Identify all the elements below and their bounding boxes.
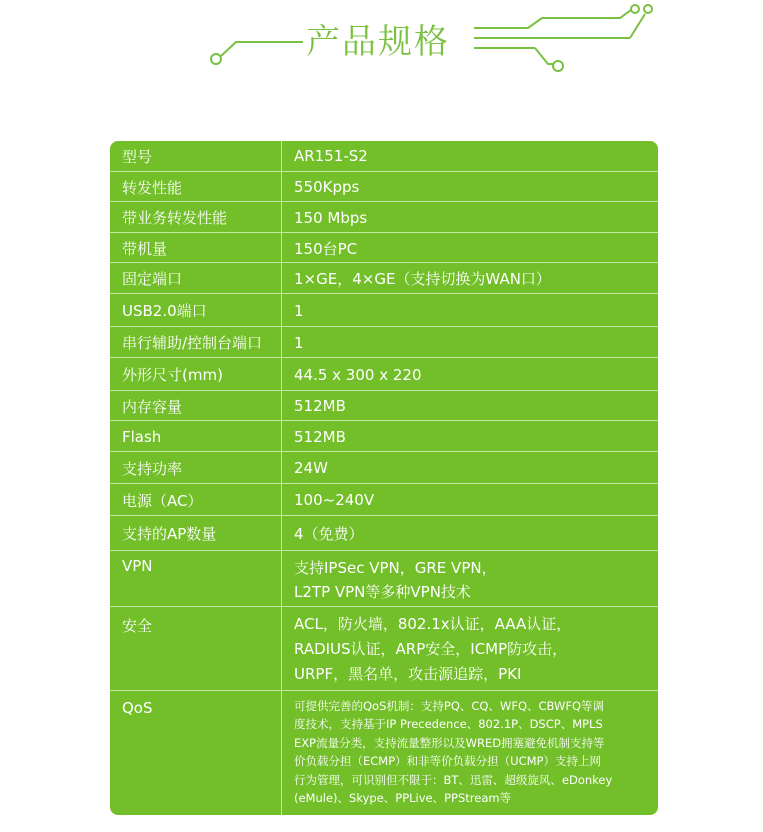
value-line: 行为管理，可识别但不限于：BT、迅雷、超级旋风、eDonkey xyxy=(294,772,613,787)
table-row xyxy=(110,515,658,551)
row-label: 支持的AP数量 xyxy=(110,516,282,551)
value-line: 度技术，支持基于IP Precedence、802.1P、DSCP、MPLS xyxy=(294,717,603,732)
table-row xyxy=(110,606,658,691)
row-label: 电源（AC） xyxy=(110,484,282,516)
page-title: 产品规格 xyxy=(306,22,450,62)
row-label: 内存容量 xyxy=(110,391,282,421)
table-row xyxy=(110,141,658,171)
table-row xyxy=(110,357,658,391)
table-row xyxy=(110,690,658,815)
row-label: VPN xyxy=(110,551,282,607)
row-label: 型号 xyxy=(110,141,282,171)
value-line: EXP流量分类，支持流量整形以及WRED拥塞避免机制支持等 xyxy=(294,735,605,750)
row-value: 1×GE，4×GE（支持切换为WAN口） xyxy=(294,270,551,288)
table-row xyxy=(110,232,658,263)
table-row xyxy=(110,550,658,607)
row-label: 串行辅助/控制台端口 xyxy=(110,327,282,358)
table-row xyxy=(110,420,658,452)
value-line: (eMule)、Skype、PPLive、PPStream等 xyxy=(294,790,512,805)
row-label: 安全 xyxy=(110,607,282,691)
row-label: 带业务转发性能 xyxy=(110,202,282,233)
table-row xyxy=(110,451,658,484)
value-line: L2TP VPN等多种VPN技术 xyxy=(294,582,471,601)
row-value: 24W xyxy=(294,459,328,477)
row-value xyxy=(294,557,650,604)
value-line: 可提供完善的QoS机制：支持PQ、CQ、WFQ、CBWFQ等调 xyxy=(294,699,605,713)
table-row xyxy=(110,390,658,421)
value-line: 价负载分担（ECMP）和非等价负载分担（UCMP）支持上网 xyxy=(294,754,601,769)
value-line: ACL，防火墙，802.1x认证，AAA认证， xyxy=(294,615,572,633)
row-value: 4（免费） xyxy=(294,525,364,543)
row-value: 44.5 x 300 x 220 xyxy=(294,365,422,384)
row-value: 512MB xyxy=(294,397,346,415)
value-line: RADIUS认证，ARP安全，ICMP防攻击， xyxy=(294,639,568,658)
row-value: 1 xyxy=(294,333,304,352)
row-value: 550Kpps xyxy=(294,178,360,196)
row-label: Flash xyxy=(110,421,282,452)
table-row xyxy=(110,171,658,202)
row-label: 外形尺寸(mm) xyxy=(110,358,282,391)
row-label: USB2.0端口 xyxy=(110,294,282,327)
row-value xyxy=(294,697,650,807)
title-area xyxy=(0,0,763,100)
table-row xyxy=(110,201,658,233)
row-label: 固定端口 xyxy=(110,263,282,294)
row-value: 150台PC xyxy=(294,239,358,258)
row-label: QoS xyxy=(110,691,282,815)
row-value: 1 xyxy=(294,301,304,320)
value-line: URPF，黑名单，攻击源追踪，PKI xyxy=(294,664,522,683)
spec-table xyxy=(110,141,658,815)
row-value: 100~240V xyxy=(294,491,375,509)
table-row xyxy=(110,293,658,327)
value-line: 支持IPSec VPN，GRE VPN， xyxy=(294,559,497,577)
row-value: AR151-S2 xyxy=(294,147,368,165)
row-label: 转发性能 xyxy=(110,172,282,202)
row-value: 150 Mbps xyxy=(294,208,368,227)
row-value xyxy=(294,612,650,687)
row-label: 支持功率 xyxy=(110,452,282,484)
table-row xyxy=(110,326,658,358)
table-row xyxy=(110,483,658,516)
row-value: 512MB xyxy=(294,427,346,446)
row-label: 带机量 xyxy=(110,233,282,263)
table-row xyxy=(110,262,658,294)
